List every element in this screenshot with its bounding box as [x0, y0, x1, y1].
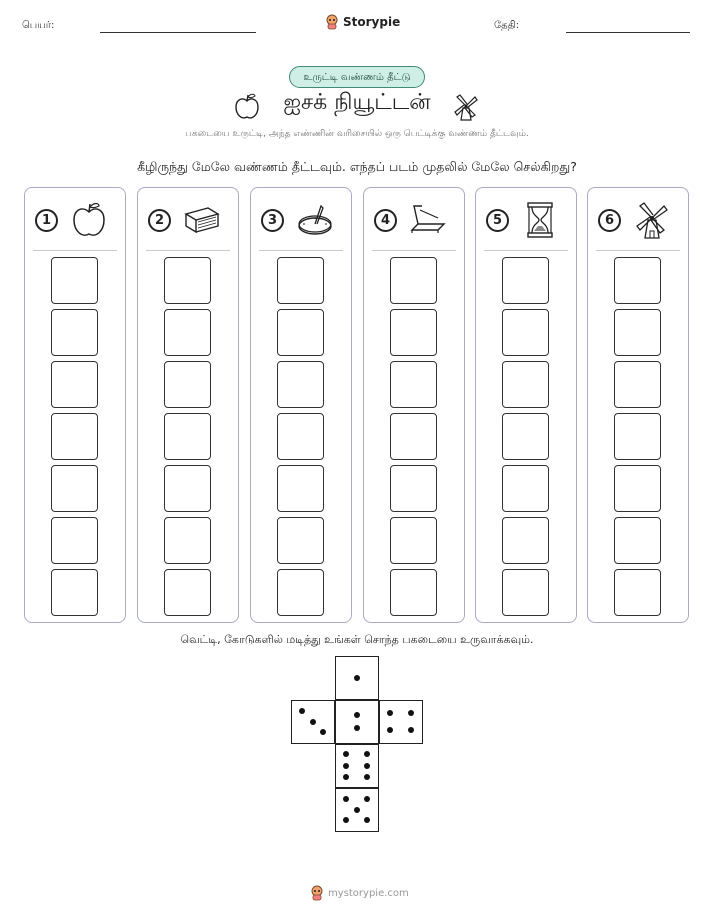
instructions-subtitle: பகடையை உருட்டி, அந்த எண்ணின் வரிசையில் ஒரு பெட்டிக்கு வண்ணம் தீட்டவும். [185, 129, 529, 139]
column-divider [146, 250, 230, 251]
color-box[interactable] [164, 309, 211, 356]
dice-pip [354, 725, 360, 731]
color-box[interactable] [614, 517, 661, 564]
dice-pip [343, 796, 349, 802]
footer-url: mystorypie.com [328, 887, 409, 899]
color-box[interactable] [614, 569, 661, 616]
color-box[interactable] [164, 257, 211, 304]
color-box[interactable] [277, 361, 324, 408]
dice-face-3 [291, 700, 335, 744]
windmill-icon [452, 92, 480, 122]
activity-badge: உருட்டி வண்ணம் தீட்டு [289, 66, 425, 88]
column-number: 2 [148, 209, 171, 232]
color-box[interactable] [277, 465, 324, 512]
dice-pip [354, 807, 360, 813]
column-divider [484, 250, 568, 251]
dice-pip [364, 763, 370, 769]
dice-pip [364, 751, 370, 757]
dice-column-1 [24, 187, 126, 623]
color-box[interactable] [614, 257, 661, 304]
dice-pip [408, 710, 414, 716]
color-box[interactable] [51, 361, 98, 408]
color-box[interactable] [502, 361, 549, 408]
dice-column-4 [363, 187, 465, 623]
color-box[interactable] [502, 569, 549, 616]
color-box[interactable] [390, 413, 437, 460]
color-box[interactable] [51, 517, 98, 564]
color-box[interactable] [614, 413, 661, 460]
dice-pip [364, 796, 370, 802]
color-box[interactable] [51, 569, 98, 616]
column-divider [259, 250, 343, 251]
dice-pip [354, 675, 360, 681]
color-box[interactable] [164, 465, 211, 512]
color-box[interactable] [277, 569, 324, 616]
color-box[interactable] [390, 309, 437, 356]
book-icon [182, 200, 222, 240]
dice-pip [364, 774, 370, 780]
dice-pip [364, 817, 370, 823]
dice-face-2 [335, 700, 379, 744]
mascot-icon [310, 885, 324, 901]
column-divider [33, 250, 117, 251]
color-box[interactable] [502, 465, 549, 512]
color-box[interactable] [614, 465, 661, 512]
column-number: 4 [374, 209, 397, 232]
name-label: பெயர்: [22, 20, 55, 31]
color-box[interactable] [390, 465, 437, 512]
brand-logo [325, 14, 400, 30]
dice-face-4 [379, 700, 423, 744]
footer [310, 885, 409, 901]
date-label: தேதி: [494, 20, 520, 31]
column-number: 5 [486, 209, 509, 232]
color-box[interactable] [390, 257, 437, 304]
color-box[interactable] [51, 257, 98, 304]
dice-face-1 [335, 656, 379, 700]
column-divider [596, 250, 680, 251]
color-box[interactable] [277, 309, 324, 356]
color-box[interactable] [390, 569, 437, 616]
mascot-icon [325, 14, 339, 30]
hourglass-icon [520, 200, 560, 240]
color-box[interactable] [51, 465, 98, 512]
color-box[interactable] [277, 257, 324, 304]
color-box[interactable] [277, 517, 324, 564]
dice-column-6 [587, 187, 689, 623]
color-box[interactable] [164, 361, 211, 408]
dice-pip [310, 719, 316, 725]
dice-pip [343, 751, 349, 757]
color-box[interactable] [277, 413, 324, 460]
color-box[interactable] [614, 309, 661, 356]
dice-pip [320, 729, 326, 735]
dice-pip [343, 774, 349, 780]
color-box[interactable] [164, 517, 211, 564]
dice-column-3 [250, 187, 352, 623]
color-box[interactable] [390, 517, 437, 564]
dice-pip [299, 708, 305, 714]
page-title: ஐசக் நியூட்டன் [283, 90, 431, 115]
color-box[interactable] [51, 309, 98, 356]
dice-pip [387, 710, 393, 716]
dice-pip [343, 763, 349, 769]
column-divider [372, 250, 456, 251]
color-box[interactable] [164, 569, 211, 616]
dice-pip [387, 727, 393, 733]
dice-pip [354, 712, 360, 718]
dice-pip [408, 727, 414, 733]
name-field[interactable] [100, 32, 256, 33]
column-number: 1 [35, 209, 58, 232]
treadmill-icon [408, 200, 448, 240]
color-box[interactable] [390, 361, 437, 408]
question-text: கீழிருந்து மேலே வண்ணம் தீட்டவும். எந்தப் படம் முதலில் மேலே செல்கிறது? [137, 159, 577, 174]
column-number: 6 [598, 209, 621, 232]
brand-name: Storypie [343, 15, 401, 29]
column-number: 3 [261, 209, 284, 232]
apple-icon [69, 200, 109, 240]
color-box[interactable] [614, 361, 661, 408]
color-box[interactable] [502, 413, 549, 460]
date-field[interactable] [566, 32, 690, 33]
dice-pip [343, 817, 349, 823]
sundial-icon [295, 200, 335, 240]
color-box[interactable] [502, 517, 549, 564]
color-box[interactable] [51, 413, 98, 460]
color-box[interactable] [502, 309, 549, 356]
cut-instruction: வெட்டி, கோடுகளில் மடித்து உங்கள் சொந்த பகடையை உருவாக்கவும். [180, 633, 534, 646]
windmill-icon [632, 200, 672, 240]
dice-face-5 [335, 788, 379, 832]
color-box[interactable] [502, 257, 549, 304]
color-box[interactable] [164, 413, 211, 460]
dice-column-2 [137, 187, 239, 623]
dice-face-6 [335, 744, 379, 788]
dice-column-5 [475, 187, 577, 623]
